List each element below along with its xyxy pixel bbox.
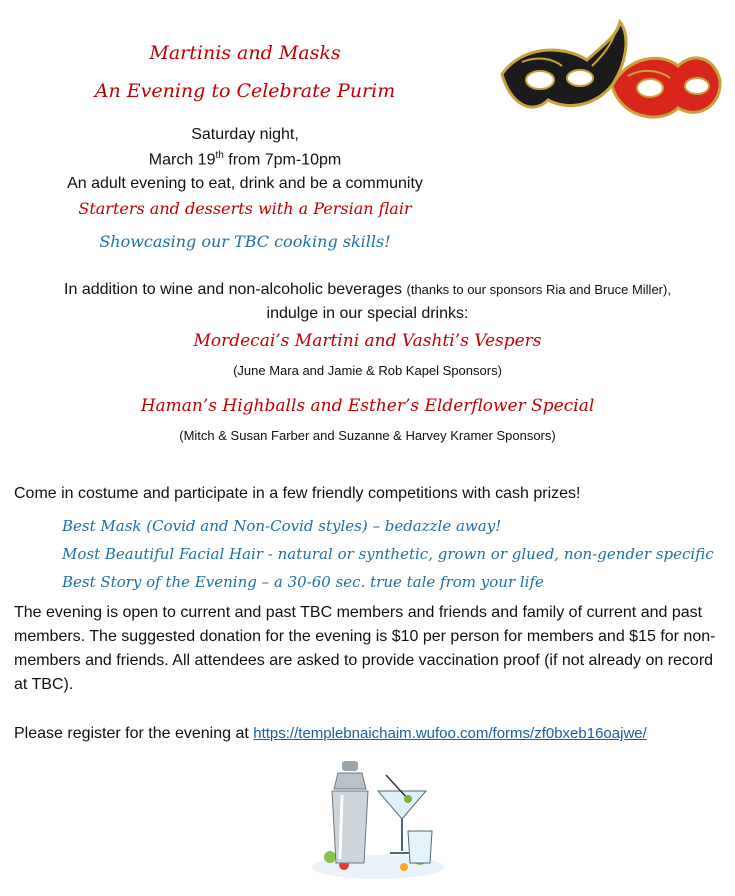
competition-item: Best Mask (Covid and Non-Covid styles) – bedazzle away!	[62, 517, 502, 535]
drink-line-1: Mordecai’s Martini and Vashti’s Vespers	[193, 331, 542, 351]
register-line	[14, 722, 726, 746]
red-gold-mask	[612, 58, 720, 117]
event-title: Martinis and Masks	[149, 42, 341, 64]
competition-item: Most Beautiful Facial Hair - natural or synthetic, grown or glued, non-gender specific	[62, 545, 714, 563]
drink-line-1-sponsors: (June Mara and Jamie & Rob Kapel Sponsors)	[233, 363, 502, 378]
cocktail-shaker-glasses-image	[308, 755, 448, 885]
schedule-date	[0, 150, 490, 169]
black-gold-mask	[502, 22, 626, 107]
showcase-line: Showcasing our TBC cooking skills!	[99, 232, 391, 251]
shaker	[332, 761, 368, 863]
beverages-sponsor-note: (thanks to our sponsors Ria and Bruce Miller),	[406, 282, 671, 297]
info-paragraph: The evening is open to current and past TBC members and friends and family of current and past members. The suggested donation for the evening is $10 per person for members and $15 for non-members and friends. All attendees are asked to provide vaccination proof (if not already on record at TBC).	[14, 604, 716, 693]
drink-line-2: Haman’s Highballs and Esther’s Elderflower Special	[140, 396, 595, 416]
masquerade-masks-image	[492, 16, 724, 136]
registration-link[interactable]: https://templebnaichaim.wufoo.com/forms/zf0bxeb16oajwe/	[253, 725, 647, 742]
schedule-description: An adult evening to eat, drink and be a community	[67, 175, 423, 192]
schedule-date-sup: th	[215, 150, 224, 161]
register-text: Please register for the evening at	[14, 725, 254, 742]
beverages-intro-text: In addition to wine and non-alcoholic beverages	[64, 281, 403, 298]
drink-line-2-sponsors: (Mitch & Susan Farber and Suzanne & Harvey Kramer Sponsors)	[179, 428, 556, 443]
schedule-date-post: from 7pm-10pm	[223, 151, 342, 169]
competitions-intro: Come in costume and participate in a few friendly competitions with cash prizes!	[14, 485, 581, 502]
event-subtitle: An Evening to Celebrate Purim	[94, 80, 396, 102]
competition-item: Best Story of the Evening – a 30-60 sec. true tale from your life	[62, 573, 544, 591]
starters-line: Starters and desserts with a Persian flair	[78, 199, 412, 218]
short-glass	[408, 831, 432, 863]
beverages-indulge: indulge in our special drinks:	[266, 305, 469, 322]
schedule-date-pre: March 19	[148, 151, 216, 169]
schedule-day: Saturday night,	[191, 126, 299, 143]
beverages-intro	[0, 280, 735, 300]
